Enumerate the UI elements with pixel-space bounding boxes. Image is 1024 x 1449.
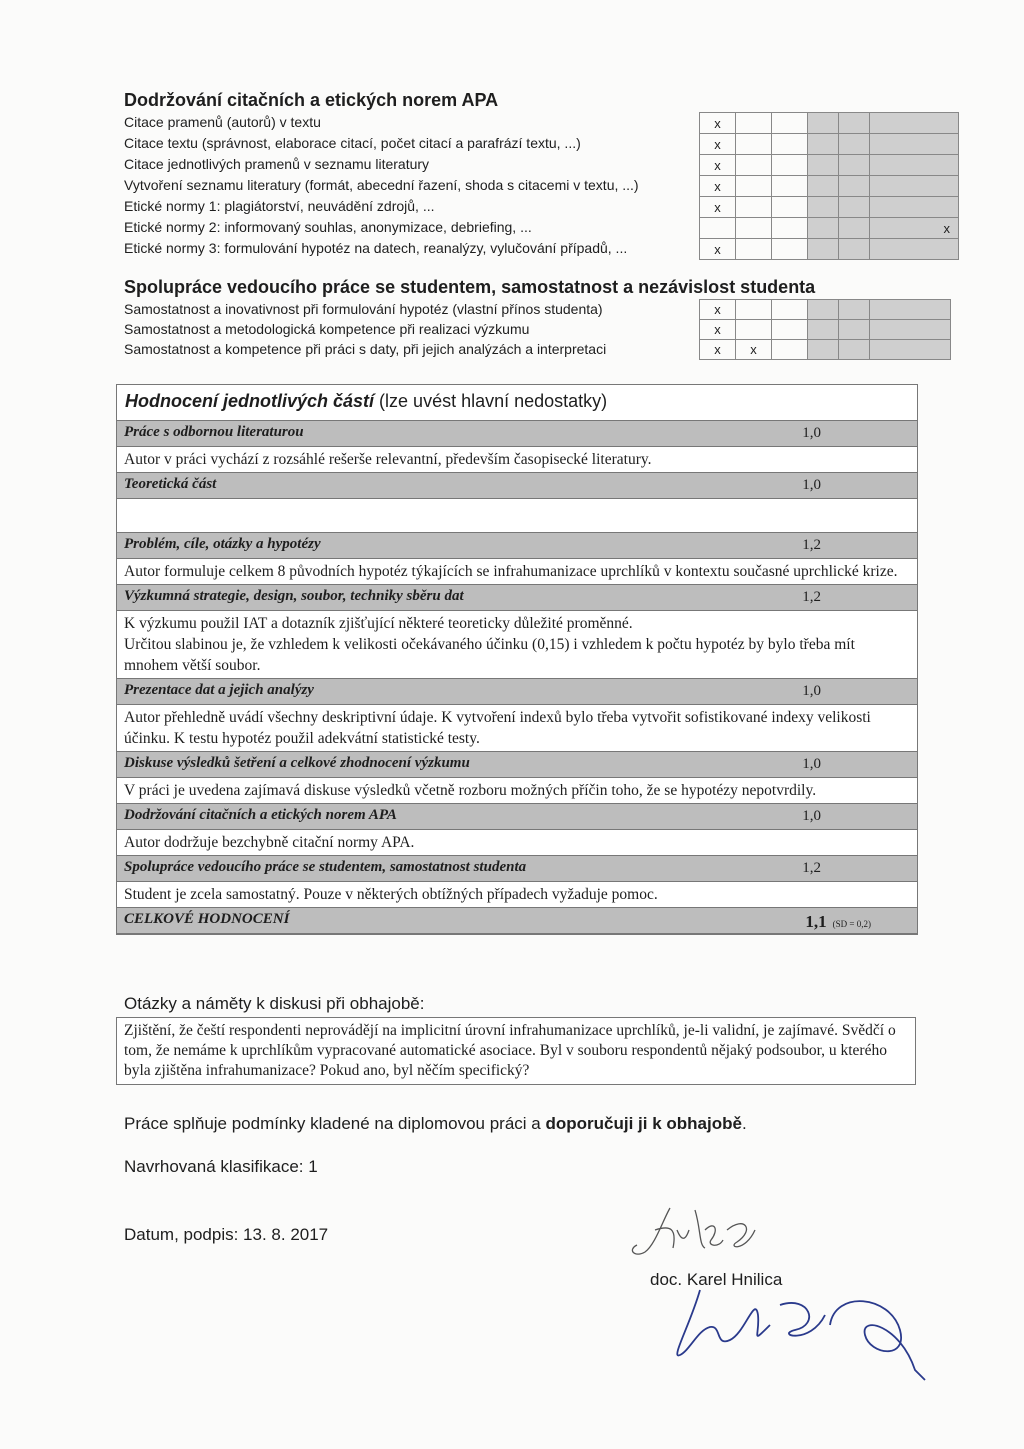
apa-criterion-label: Citace textu (správnost, elaborace citací, počet citací a parafrází textu, ...) [124,135,581,151]
total-label: CELKOVÉ HODNOCENÍ [124,911,290,927]
evaluation-table [116,384,918,935]
apa-grid-cell [772,134,808,155]
coop-grid-row [700,340,951,360]
coop-grid-cell [870,320,951,340]
conclusion-text: Práce splňuje podmínky kladené na diplomovou práci a [124,1114,546,1133]
coop-grid-cell: x [700,340,736,360]
apa-heading: Dodržování citačních a etických norem APA [124,90,499,110]
apa-grid-cell [870,197,959,218]
section-name: Výzkumná strategie, design, soubor, techniky sběru dat [124,588,464,604]
section-comment-line: V práci je uvedena zajímavá diskuse výsledků včetně rozboru možných příčin toho, že se hypotézy nepotvrdily. [124,782,817,799]
signature-top [615,1190,775,1270]
signature-bottom [660,1285,960,1395]
section-comment-line: Autor formuluje celkem 8 původních hypotéz týkajících se infrahumanizace uprchlíků v kontextu současné uprchlické krize. [124,563,898,580]
coop-grid-cell [736,300,772,320]
apa-grid-cell [808,218,839,239]
apa-grid-cell: x [700,176,736,197]
apa-grid-row [700,155,959,176]
section-grade: 1,2 [802,537,821,553]
questions-box: Zjištění, že čeští respondenti neprovádějí na implicitní úrovní infrahumanizace uprchlíků, je-li validní, je zajímavé. Svědčí o tom, že nemáme k uprchlíkům vypracované automatické asociace. Byl v souboru respondentů nějaký podsoubor, u kterého byla zjištěna infrahumanizace? Pokud ano, byl něčím specifický? [116,1017,916,1085]
section-grade: 1,0 [802,808,821,824]
coop-grid-cell [772,340,808,360]
section-header [117,752,917,778]
coop-criteria-list [124,299,694,359]
section-comment [117,611,917,679]
section-grade: 1,0 [802,683,821,699]
coop-criterion-label: Samostatnost a inovativnost při formulování hypotéz (vlastní přínos studenta) [124,301,603,317]
section-comment [117,705,917,752]
section-grade: 1,0 [802,425,821,441]
apa-grid-cell [870,134,959,155]
section-comment [117,559,917,585]
apa-grid-cell: x [700,155,736,176]
coop-criterion-label: Samostatnost a kompetence při práci s daty, při jejich analýzách a interpretaci [124,341,607,357]
apa-grid-cell: x [700,197,736,218]
conclusion [124,1114,747,1134]
apa-grid-cell [808,113,839,134]
apa-grid-cell [870,113,959,134]
coop-grid-cell [839,300,870,320]
total-grade: 1,1 (SD = 0,2) [805,912,871,931]
coop-grid-cell [870,300,951,320]
coop-grid-row [700,300,951,320]
section-name: Prezentace dat a jejich analýzy [124,682,314,698]
apa-criterion-label: Etické normy 1: plagiátorství, neuvádění zdrojů, ... [124,198,435,214]
apa-grid-cell [808,197,839,218]
apa-grid-cell [808,239,839,260]
apa-rating-grid [699,112,959,260]
evaluation-title [117,385,917,421]
apa-grid-cell [700,218,736,239]
section-name: Teoretická část [124,476,217,492]
section-header [117,473,917,499]
section-comment [117,447,917,473]
signer-name: doc. Karel Hnilica [650,1270,783,1289]
apa-grid-cell [736,155,772,176]
section-name: Diskuse výsledků šetření a celkové zhodnocení výzkumu [124,755,470,771]
date-signature-line: Datum, podpis: 13. 8. 2017 [124,1225,329,1244]
section-comment-line: Autor v práci vychází z rozsáhlé rešerše relevantní, především časopisecké literatury. [124,451,652,468]
apa-criterion-label: Etické normy 2: informovaný souhlas, anonymizace, debriefing, ... [124,219,532,235]
apa-grid-cell [736,239,772,260]
apa-grid-cell: x [700,113,736,134]
apa-grid-cell [736,197,772,218]
conclusion-recommendation: doporučuji ji k obhajobě [545,1114,742,1133]
coop-grid-cell [808,320,839,340]
apa-criterion-label: Citace jednotlivých pramenů v seznamu literatury [124,156,430,172]
section-comment [117,830,917,856]
section-comment-line: Autor dodržuje bezchybně citační normy APA. [124,834,415,851]
total-row [117,908,917,934]
apa-criterion-label: Etické normy 3: formulování hypotéz na datech, reanalýzy, vylučování případů, ... [124,240,628,256]
section-comment [117,499,917,533]
apa-grid-cell [772,218,808,239]
section-header [117,533,917,559]
evaluation-title-rest: (lze uvést hlavní nedostatky) [374,391,608,411]
apa-grid-cell [772,239,808,260]
section-grade: 1,0 [802,756,821,772]
section-comment-line: K výzkumu použil IAT a dotazník zjišťující některé teoreticky důležité proměnné. [124,615,633,632]
apa-grid-cell [839,155,870,176]
apa-grid-cell [772,155,808,176]
apa-grid-row [700,134,959,155]
apa-grid-cell: x [700,134,736,155]
apa-grid-cell [808,134,839,155]
section-name: Spolupráce vedoucího práce se studentem, samostatnost studenta [124,859,527,875]
apa-grid-row [700,113,959,134]
coop-grid-cell [772,300,808,320]
apa-grid-cell [839,218,870,239]
section-grade: 1,0 [802,477,821,493]
apa-grid-cell [772,176,808,197]
section-header [117,679,917,705]
apa-grid-cell [736,134,772,155]
evaluation-title-bold: Hodnocení jednotlivých částí [125,391,375,411]
section-grade: 1,2 [802,860,821,876]
apa-grid-row [700,176,959,197]
apa-grid-cell [839,176,870,197]
section-header [117,421,917,447]
apa-criterion-label: Vytvoření seznamu literatury (formát, abecední řazení, shoda s citacemi v textu, ...) [124,177,639,193]
apa-grid-cell [870,155,959,176]
apa-grid-cell [736,176,772,197]
coop-heading: Spolupráce vedoucího práce se studentem, samostatnost a nezávislost studenta [124,277,816,297]
section-comment [117,882,917,908]
apa-grid-cell [736,218,772,239]
apa-grid-cell [772,197,808,218]
section-name: Problém, cíle, otázky a hypotézy [124,536,321,552]
coop-grid-cell: x [736,340,772,360]
section-comment-line: Student je zcela samostatný. Pouze v některých obtížných případech vyžaduje pomoc. [124,886,658,903]
section-comment-line: Autor přehledně uvádí všechny deskriptivní údaje. K vytvoření indexů bylo třeba vytvořit sofistikované indexy velikosti účinku. K testu hypotéz použil adekvátní statistické testy. [124,709,871,747]
coop-grid-cell [736,320,772,340]
conclusion-suffix: . [741,1114,747,1133]
apa-criteria-list [124,112,694,259]
total-sd: (SD = 0,2) [832,919,871,929]
section-name: Dodržování citačních a etických norem APA [124,807,397,823]
apa-criterion-label: Citace pramenů (autorů) v textu [124,114,321,130]
coop-grid-cell [839,340,870,360]
section-header [117,585,917,611]
coop-grid-row [700,320,951,340]
apa-grid-cell: x [870,218,959,239]
apa-grid-row [700,197,959,218]
coop-rating-grid [699,299,951,360]
section-header [117,856,917,882]
apa-grid-cell [839,239,870,260]
section-header [117,804,917,830]
apa-grid-row [700,239,959,260]
proposed-grade: Navrhovaná klasifikace: 1 [124,1157,318,1176]
section-grade: 1,2 [802,589,821,605]
apa-grid-cell [772,113,808,134]
coop-grid-cell: x [700,320,736,340]
coop-grid-cell [808,300,839,320]
apa-grid-cell [870,239,959,260]
section-name: Práce s odbornou literaturou [124,424,304,440]
apa-grid-cell [808,155,839,176]
apa-grid-cell [839,113,870,134]
coop-grid-cell [870,340,951,360]
coop-criterion-label: Samostatnost a metodologická kompetence při realizaci výzkumu [124,321,530,337]
coop-grid-cell [808,340,839,360]
apa-grid-row [700,218,959,239]
section-comment [117,778,917,804]
apa-grid-cell [808,176,839,197]
apa-grid-cell [839,134,870,155]
apa-grid-cell [870,176,959,197]
coop-grid-cell [839,320,870,340]
apa-grid-cell [736,113,772,134]
apa-grid-cell: x [700,239,736,260]
questions-heading: Otázky a náměty k diskusi při obhajobě: [124,994,425,1013]
section-comment-line: Určitou slabinou je, že vzhledem k velikosti očekávaného účinku (0,15) i vzhledem k počtu hypotéz by bylo třeba mít mnohem větší soubor. [124,636,855,674]
coop-grid-cell: x [700,300,736,320]
apa-grid-cell [839,197,870,218]
coop-grid-cell [772,320,808,340]
